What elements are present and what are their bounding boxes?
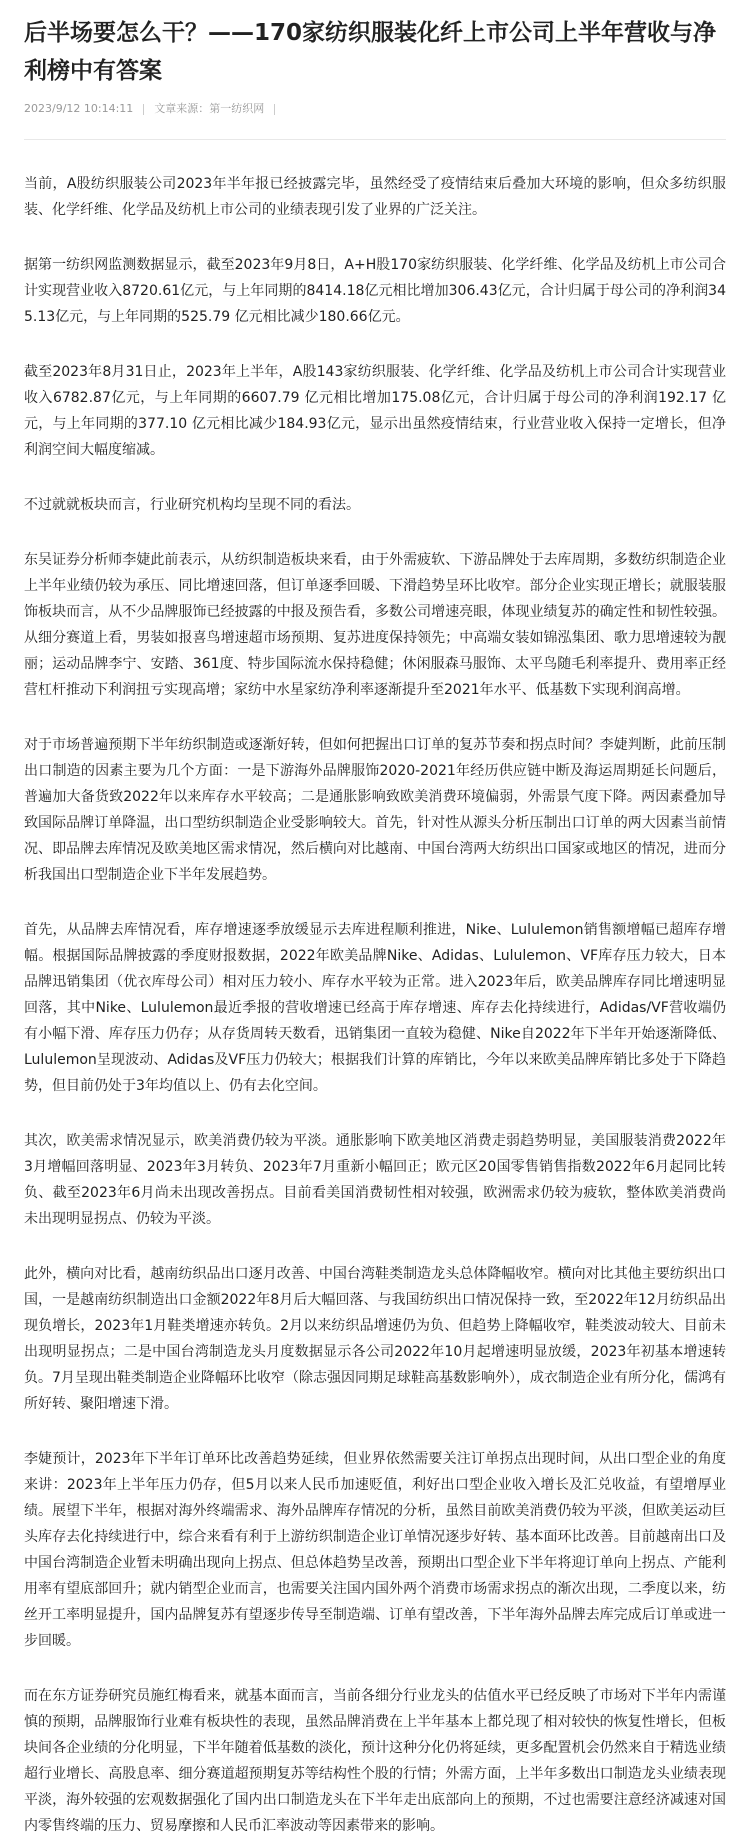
article-meta	[24, 102, 726, 116]
meta-separator	[274, 104, 275, 115]
article-body	[24, 171, 726, 1839]
article-paragraph: 李婕预计，2023年下半年订单环比改善趋势延续，但业界依然需要关注订单拐点出现时间，从出口型企业的角度来讲：2023年上半年压力仍存，但5月以来人民币加速贬值，利好出口型企业收入增长及汇兑收益，有望增厚业绩。展望下半年，根据对海外终端需求、海外品牌库存情况的分析，虽然目前欧美消费仍较为平淡，但欧美运动巨头库存去化持续进行中，综合来看有利于上游纺织制造企业订单情况逐步好转、基本面环比改善。目前越南出口及中国台湾制造企业暂未明确出现向上拐点、但总体趋势呈改善，预期出口型企业下半年将迎订单向上拐点、产能利用率有望底部回升；就内销型企业而言，也需要关注国内国外两个消费市场需求拐点的渐次出现，二季度以来，纺丝开工率明显提升，国内品牌复苏有望逐步传导至制造端、订单有望改善，下半年海外品牌去库完成后订单或进一步回暖。	[24, 1451, 726, 1649]
article-paragraph: 其次，欧美需求情况显示，欧美消费仍较为平淡。通胀影响下欧美地区消费走弱趋势明显，美国服装消费2022年3月增幅回落明显、2023年3月转负、2023年7月重新小幅回正；欧元区20国零售销售指数2022年6月起同比转负、截至2023年6月尚未出现改善拐点。目前看美国消费韧性相对较强，欧洲需求仍较为疲软，整体欧美消费尚未出现明显拐点、仍较为平淡。	[24, 1133, 726, 1227]
article-paragraph: 此外，横向对比看，越南纺织品出口逐月改善、中国台湾鞋类制造龙头总体降幅收窄。横向对比其他主要纺织出口国，一是越南纺织制造出口金额2022年8月后大幅回落、与我国纺织出口情况保持一致，至2022年12月纺织品出现负增长，2023年1月鞋类增速亦转负。2月以来纺织品增速仍为负、但趋势上降幅收窄，鞋类波动较大、目前未出现明显拐点；二是中国台湾制造龙头月度数据显示各公司2022年10月起增速明显放缓，2023年初基本增速转负。7月呈现出鞋类制造企业降幅环比收窄（除志强因同期足球鞋高基数影响外），成衣制造企业有所分化，儒鸿有所好转、聚阳增速下滑。	[24, 1266, 726, 1412]
article-paragraph: 不过就就板块而言，行业研究机构均呈现不同的看法。	[24, 497, 360, 513]
article-source: 文章来源：第一纺织网	[154, 102, 265, 115]
meta-separator	[143, 104, 144, 115]
article-title: 后半场要怎么干？——170家纺织服装化纤上市公司上半年营收与净利榜中有答案	[24, 20, 717, 84]
article-paragraph: 当前，A股纺织服装公司2023年半年报已经披露完毕，虽然经受了疫情结束后叠加大环境的影响，但众多纺织服装、化学纤维、化学品及纺机上市公司的业绩表现引发了业界的广泛关注。	[24, 176, 726, 218]
article-paragraph: 而在东方证券研究员施红梅看来，就基本面而言，当前各细分行业龙头的估值水平已经反映了市场对下半年内需谨慎的预期，品牌服饰行业难有板块性的表现，虽然品牌消费在上半年基本上都兑现了相对较快的恢复性增长，但板块间各企业绩的分化明显，下半年随着低基数的淡化，预计这种分化仍将延续，更多配置机会仍然来自于精选业绩超行业增长、高股息率、细分赛道超预期复苏等结构性个股的行情；外需方面，上半年多数出口制造龙头业绩表现平淡，海外较强的宏观数据强化了国内出口制造龙头在下半年走出底部向上的预期，不过也需要注意经济减速对国内零售终端的压力、贸易摩擦和人民币汇率波动等因素带来的影响。	[24, 1688, 726, 1834]
publish-datetime: 2023/9/12 10:14:11	[24, 102, 134, 115]
article-paragraph: 首先，从品牌去库情况看，库存增速逐季放缓显示去库进程顺利推进，Nike、Lululemon销售额增幅已超库存增幅。根据国际品牌披露的季度财报数据，2022年欧美品牌Nike、Adidas、Lululemon、VF库存压力较大，日本品牌迅销集团（优衣库母公司）相对压力较小、库存水平较为正常。进入2023年后，欧美品牌库存同比增速明显回落，其中Nike、Lululemon最近季报的营收增速已经高于库存增速、库存去化持续进行，Adidas/VF营收端仍有小幅下滑、库存压力仍存；从存货周转天数看，迅销集团一直较为稳健、Nike自2022年下半年开始逐渐降低、Lululemon呈现波动、Adidas及VF压力仍较大；根据我们计算的库销比，今年以来欧美品牌库销比多处于下降趋势，但目前仍处于3年均值以上、仍有去化空间。	[24, 922, 726, 1094]
article-paragraph: 对于市场普遍预期下半年纺织制造或逐渐好转，但如何把握出口订单的复苏节奏和拐点时间？李婕判断，此前压制出口制造的因素主要为几个方面：一是下游海外品牌服饰2020-2021年经历供应链中断及海运周期延长问题后，普遍加大备货致2022年以来库存水平较高；二是通胀影响致欧美消费环境偏弱，外需景气度下降。两因素叠加导致国际品牌订单降温，出口型纺织制造企业受影响较大。首先，针对性从源头分析压制出口订单的两大因素当前情况、即品牌去库情况及欧美地区需求情况，然后横向对比越南、中国台湾两大纺织出口国家或地区的情况，进而分析我国出口型制造企业下半年发展趋势。	[24, 737, 726, 883]
header-divider	[24, 139, 726, 140]
article-paragraph: 东吴证券分析师李婕此前表示，从纺织制造板块来看，由于外需疲软、下游品牌处于去库周期，多数纺织制造企业上半年业绩仍较为承压、同比增速回落，但订单逐季回暖、下滑趋势呈环比收窄。部分企业实现正增长；就服装服饰板块而言，从不少品牌服饰已经披露的中报及预告看，多数公司增速亮眼，体现业绩复苏的确定性和韧性较强。从细分赛道上看，男装如报喜鸟增速超市场预期、复苏进度保持领先；中高端女装如锦泓集团、歌力思增速较为靓丽；运动品牌李宁、安踏、361度、特步国际流水保持稳健；休闲服森马服饰、太平鸟随毛利率提升、费用率正经营杠杆推动下利润扭亏实现高增；家纺中水星家纺净利率逐渐提升至2021年水平、低基数下实现利润高增。	[24, 552, 726, 698]
article-paragraph: 据第一纺织网监测数据显示，截至2023年9月8日，A+H股170家纺织服装、化学纤维、化学品及纺机上市公司合计实现营业收入8720.61亿元，与上年同期的8414.18亿元相比增加306.43亿元，合计归属于母公司的净利润345.13亿元，与上年同期的525.79 亿元相比减少180.66亿元。	[24, 257, 726, 325]
article-paragraph: 截至2023年8月31日止，2023年上半年，A股143家纺织服装、化学纤维、化学品及纺机上市公司合计实现营业收入6782.87亿元，与上年同期的6607.79 亿元相比增加175.08亿元，合计归属于母公司的净利润192.17 亿元，与上年同期的377.10 亿元相比减少184.93亿元，显示出虽然疫情结束，行业营业收入保持一定增长，但净利润空间大幅度缩减。	[24, 364, 726, 458]
